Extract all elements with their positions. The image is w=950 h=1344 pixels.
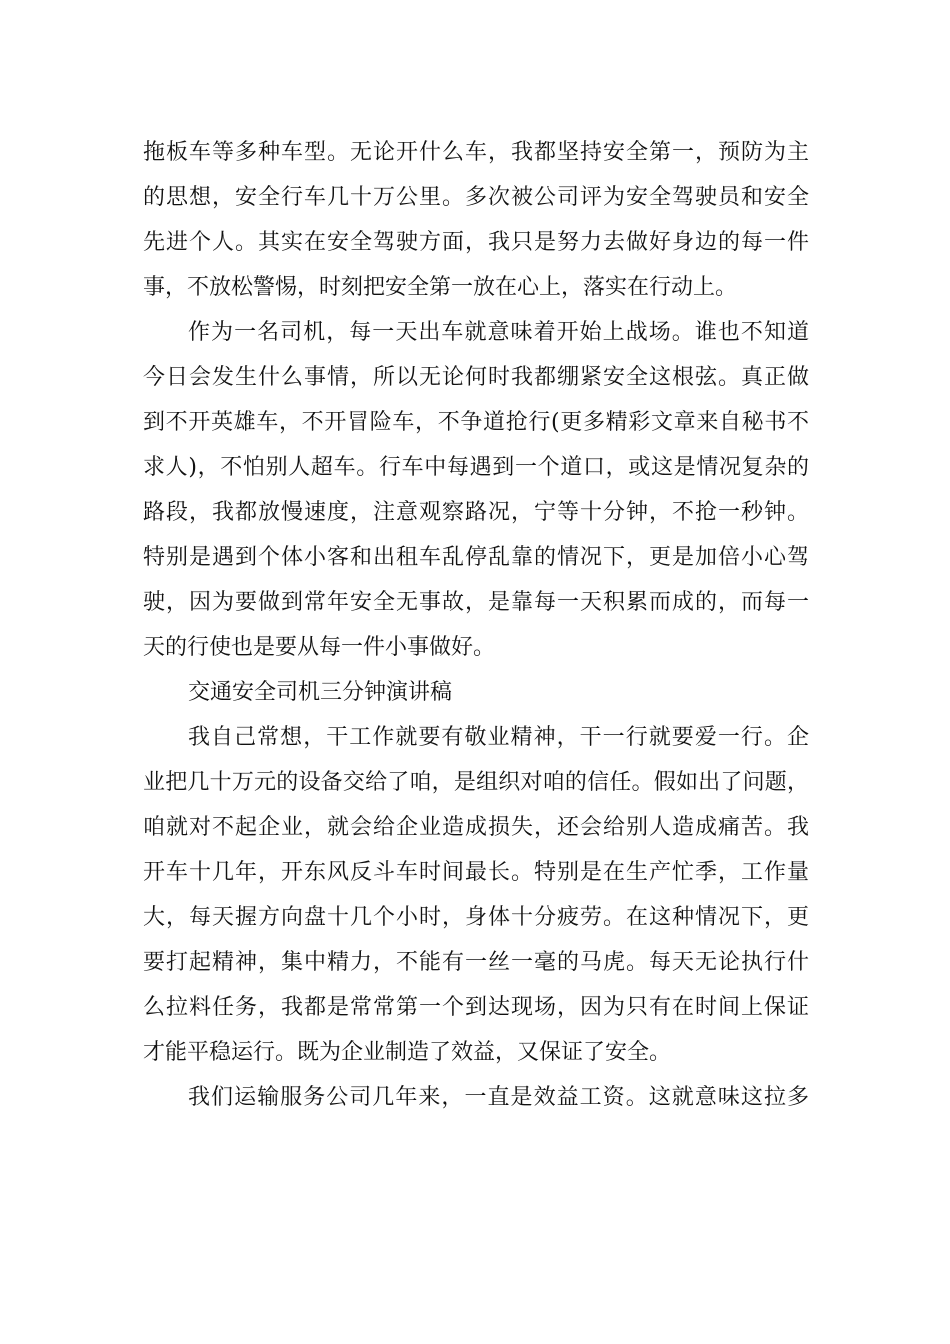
text-line: 业把几十万元的设备交给了咱，是组织对咱的信任。假如出了问题，: [143, 770, 809, 795]
paragraph: [143, 310, 809, 670]
text-line: 今日会发生什么事情，所以无论何时我都绷紧安全这根弦。真正做: [143, 365, 809, 390]
text-line: 开车十几年，开东风反斗车时间最长。特别是在生产忙季，工作量: [143, 860, 809, 885]
text-line: 么拉料任务，我都是常常第一个到达现场，因为只有在时间上保证: [143, 995, 809, 1020]
text-line: 事，不放松警惕，时刻把安全第一放在心上，落实在行动上。: [143, 275, 738, 300]
text-line: 大，每天握方向盘十几个小时，身体十分疲劳。在这种情况下，更: [143, 905, 809, 930]
text-line: 我自己常想，干工作就要有敬业精神，干一行就要爱一行。企: [188, 725, 809, 750]
paragraph: [143, 130, 809, 310]
text-line: 拖板车等多种车型。无论开什么车，我都坚持安全第一，预防为主: [143, 140, 809, 165]
text-line: 咱就对不起企业，就会给企业造成损失，还会给别人造成痛苦。我: [143, 815, 809, 840]
text-line: 特别是遇到个体小客和出租车乱停乱靠的情况下，更是加倍小心驾: [143, 545, 809, 570]
document-body: [143, 130, 809, 1120]
text-line: 作为一名司机，每一天出车就意味着开始上战场。谁也不知道: [188, 320, 809, 345]
text-line: 路段，我都放慢速度，注意观察路况，宁等十分钟，不抢一秒钟。: [143, 500, 809, 525]
paragraph: [143, 715, 809, 1075]
paragraph: [143, 1075, 809, 1120]
section-title: [143, 670, 809, 715]
text-line: 天的行使也是要从每一件小事做好。: [143, 635, 496, 660]
text-line: 我们运输服务公司几年来，一直是效益工资。这就意味这拉多: [188, 1085, 809, 1110]
section-title-text: 交通安全司机三分钟演讲稿: [188, 680, 453, 705]
text-line: 先进个人。其实在安全驾驶方面，我只是努力去做好身边的每一件: [143, 230, 809, 255]
text-line: 求人)，不怕别人超车。行车中每遇到一个道口，或这是情况复杂的: [143, 455, 809, 480]
text-line: 才能平稳运行。既为企业制造了效益，又保证了安全。: [143, 1040, 672, 1065]
text-line: 到不开英雄车，不开冒险车，不争道抢行(更多精彩文章来自秘书不: [143, 410, 809, 435]
text-line: 的思想，安全行车几十万公里。多次被公司评为安全驾驶员和安全: [143, 185, 809, 210]
text-line: 驶，因为要做到常年安全无事故，是靠每一天积累而成的，而每一: [143, 590, 809, 615]
text-line: 要打起精神，集中精力，不能有一丝一毫的马虎。每天无论执行什: [143, 950, 809, 975]
